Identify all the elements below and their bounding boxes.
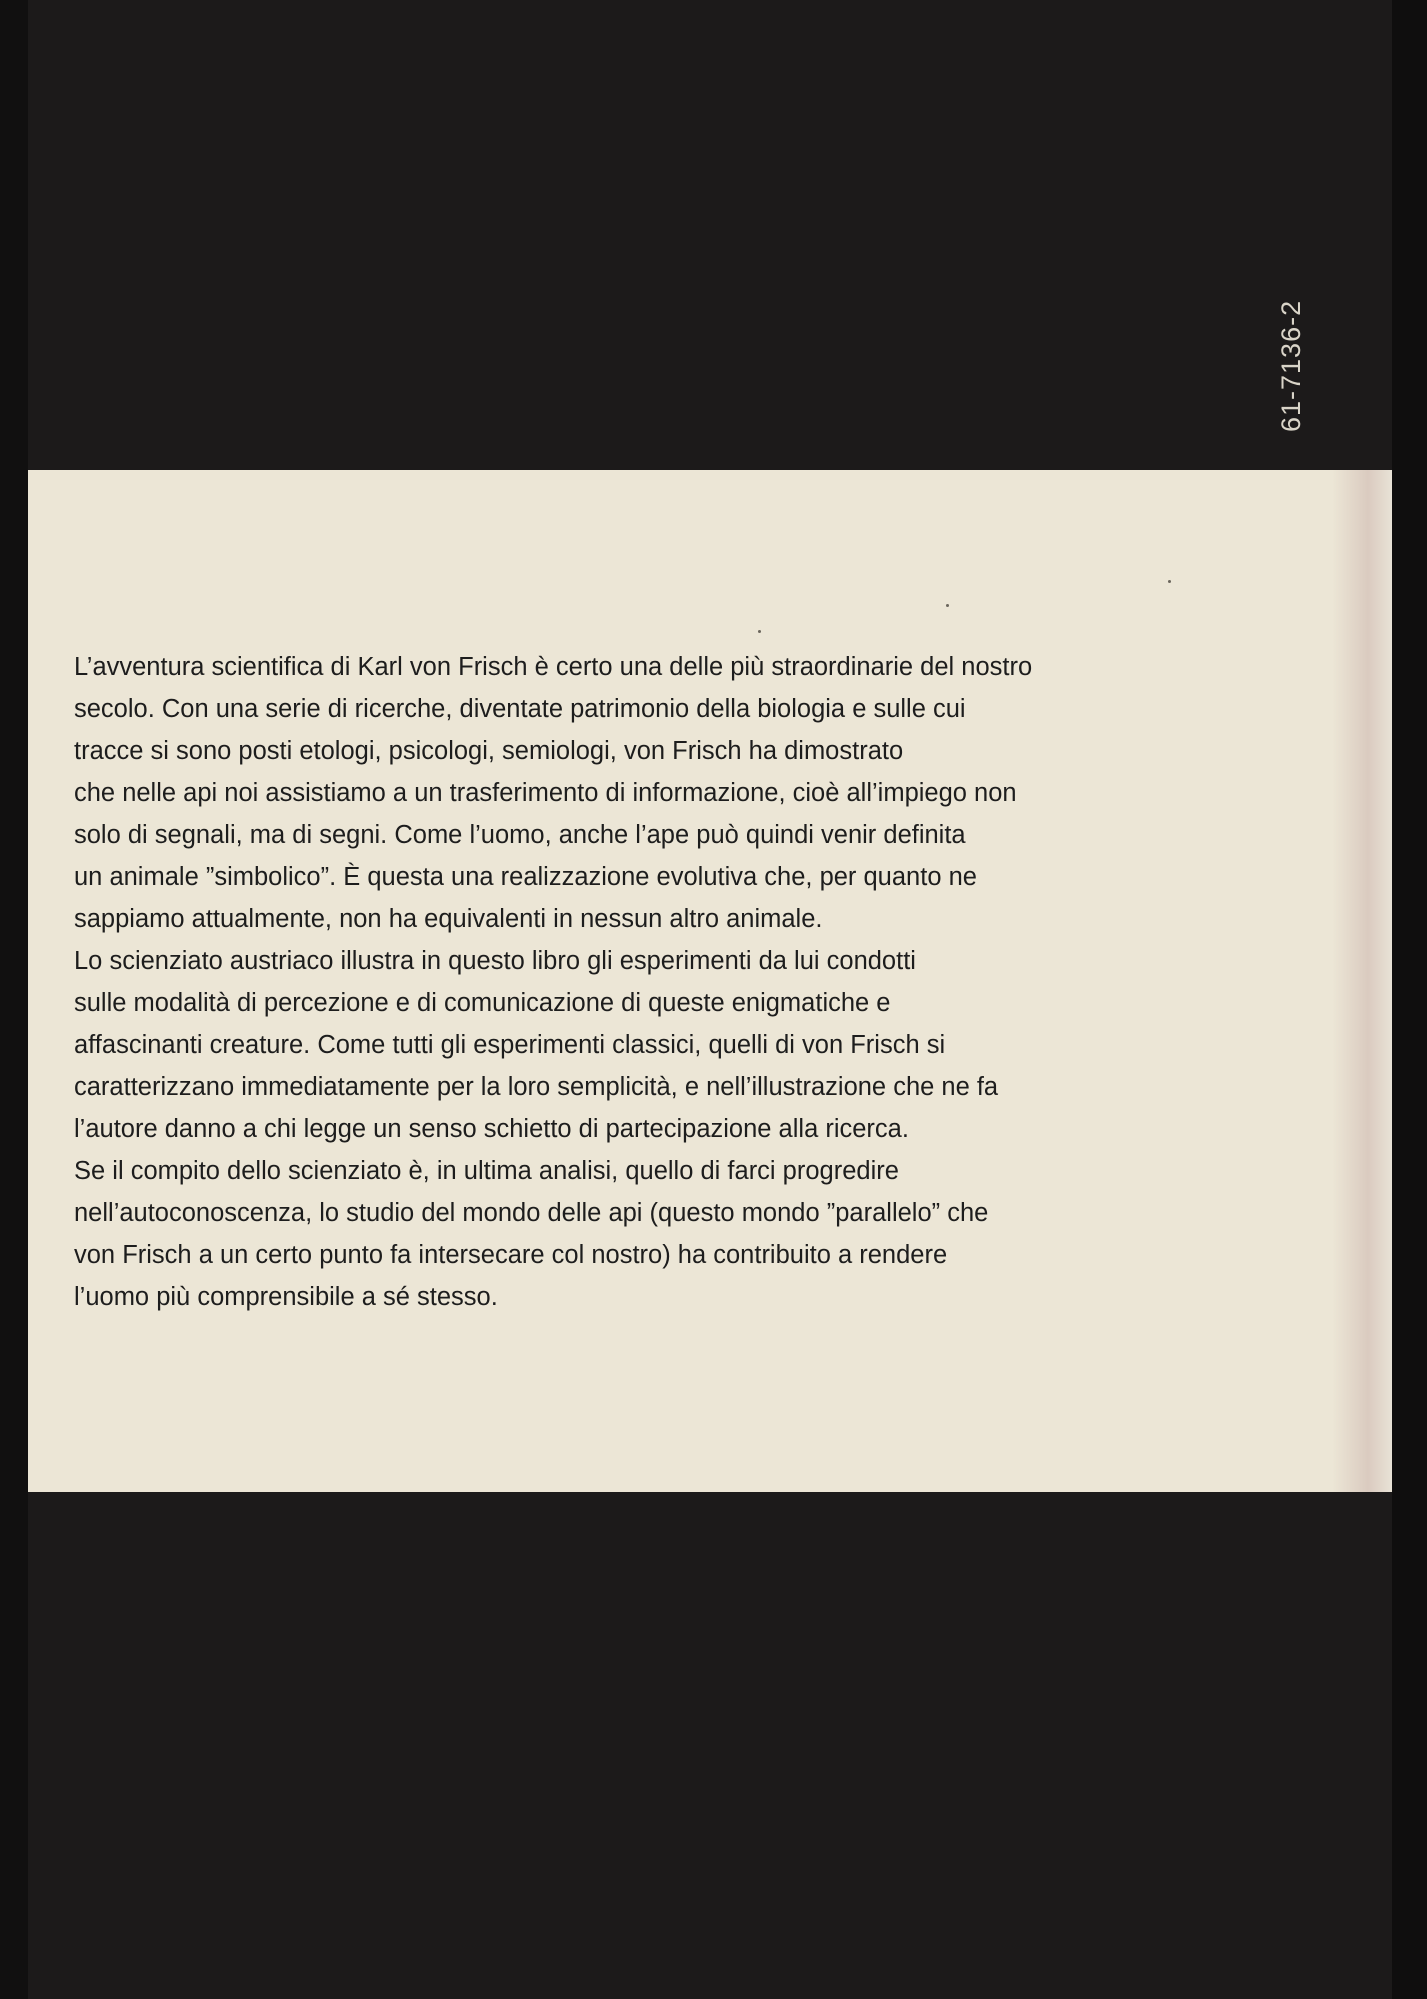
blurb-line: sappiamo attualmente, non ha equivalenti in nessun altro animale.: [74, 905, 823, 933]
blurb-line: Se il compito dello scienziato è, in ultima analisi, quello di farci progredire: [74, 1157, 899, 1185]
paper-speck: [1168, 580, 1171, 583]
blurb-line: solo di segnali, ma di segni. Come l’uomo, anche l’ape può quindi venir definita: [74, 821, 966, 849]
blurb-line: nell’autoconoscenza, lo studio del mondo delle api (questo mondo ”parallelo” che: [74, 1199, 989, 1227]
spine-catalog-code: 61-7136-2: [1276, 299, 1306, 432]
blurb-line: sulle modalità di percezione e di comunicazione di queste enigmatiche e: [74, 989, 891, 1017]
spine-strip: [1392, 0, 1427, 1999]
blurb-line: un animale ”simbolico”. È questa una realizzazione evolutiva che, per quanto ne: [74, 863, 977, 891]
blurb-line: tracce si sono posti etologi, psicologi, semiologi, von Frisch ha dimostrato: [74, 737, 904, 765]
paper-speck: [946, 604, 949, 607]
blurb-line: von Frisch a un certo punto fa intersecare col nostro) ha contribuito a rendere: [74, 1241, 948, 1269]
blurb-line: l’autore danno a chi legge un senso schietto di partecipazione alla ricerca.: [74, 1115, 909, 1143]
blurb-line: l’uomo più comprensibile a sé stesso.: [74, 1283, 498, 1311]
blurb-line: Lo scienziato austriaco illustra in questo libro gli esperimenti da lui condotti: [74, 947, 916, 975]
panel-edge-shading: [1332, 470, 1392, 1492]
blurb-line: secolo. Con una serie di ricerche, diventate patrimonio della biologia e sulle cui: [74, 695, 966, 723]
blurb-panel: [28, 470, 1392, 1492]
blurb-line: affascinanti creature. Come tutti gli esperimenti classici, quelli di von Frisch si: [74, 1031, 946, 1059]
blurb-line: caratterizzano immediatamente per la loro semplicità, e nell’illustrazione che ne fa: [74, 1073, 999, 1101]
cover-left-edge: [0, 0, 28, 1999]
blurb-line: L’avventura scientifica di Karl von Frisch è certo una delle più straordinarie del nostro: [74, 653, 1033, 681]
paper-speck: [758, 630, 761, 633]
blurb-text: [74, 646, 1304, 1318]
blurb-line: che nelle api noi assistiamo a un trasferimento di informazione, cioè all’impiego non: [74, 779, 1017, 807]
